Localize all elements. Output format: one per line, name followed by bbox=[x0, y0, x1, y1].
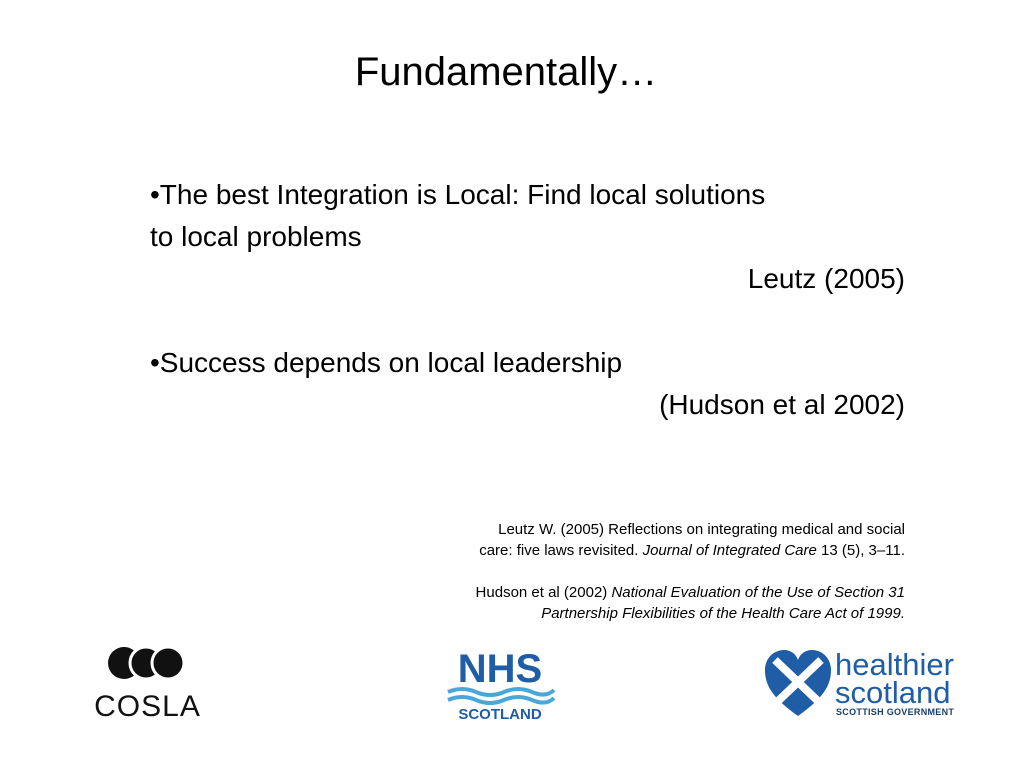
bullet-list bbox=[150, 174, 905, 426]
bullet-2-citation: (Hudson et al 2002) bbox=[659, 389, 905, 420]
slide-title: Fundamentally… bbox=[354, 50, 658, 94]
cosla-logo bbox=[90, 645, 205, 725]
references bbox=[380, 519, 905, 624]
saltire-heart-icon bbox=[763, 646, 833, 720]
reference-2-title-part-1: National Evaluation of the Use of Section 31 bbox=[611, 584, 905, 601]
bullet-1-line-2: to local problems bbox=[150, 221, 362, 252]
nhs-scotland-icon bbox=[442, 646, 558, 724]
reference-1-line-1: Leutz W. (2005) Reflections on integrating medical and social bbox=[498, 521, 905, 538]
bullet-1-citation: Leutz (2005) bbox=[747, 263, 905, 294]
nhs-scotland-logo bbox=[442, 646, 558, 724]
bullet-spacer bbox=[150, 300, 905, 342]
svg-text:SCOTLAND: SCOTLAND bbox=[458, 706, 542, 723]
reference-1-volume: 13 (5), 3–11. bbox=[816, 542, 905, 559]
reference-2-authors: Hudson et al (2002) bbox=[475, 584, 612, 601]
scottish-government-text: SCOTTISH GOVERNMENT bbox=[836, 707, 955, 717]
bullet-2: •Success depends on local leadership bbox=[150, 347, 623, 378]
reference-1-line-2 bbox=[380, 540, 905, 561]
reference-1-journal: Journal of Integrated Care bbox=[642, 542, 817, 559]
cosla-circles-icon bbox=[90, 645, 205, 691]
reference-2-line-1 bbox=[380, 582, 905, 603]
reference-spacer bbox=[380, 561, 905, 582]
reference-2-title-part-2: Partnership Flexibilities of the Health Care Act of 1999. bbox=[541, 605, 905, 622]
svg-text:NHS: NHS bbox=[457, 647, 543, 691]
healthier-text: healthier bbox=[835, 647, 954, 682]
healthier-scotland-logo bbox=[763, 646, 963, 720]
cosla-wordmark: COSLA bbox=[94, 690, 201, 723]
scotland-text: scotland bbox=[835, 675, 951, 710]
reference-1-text: care: five laws revisited. bbox=[479, 542, 643, 559]
reference-2-line-2 bbox=[380, 603, 905, 624]
bullet-1-line-1: •The best Integration is Local: Find local solutions bbox=[150, 179, 766, 210]
